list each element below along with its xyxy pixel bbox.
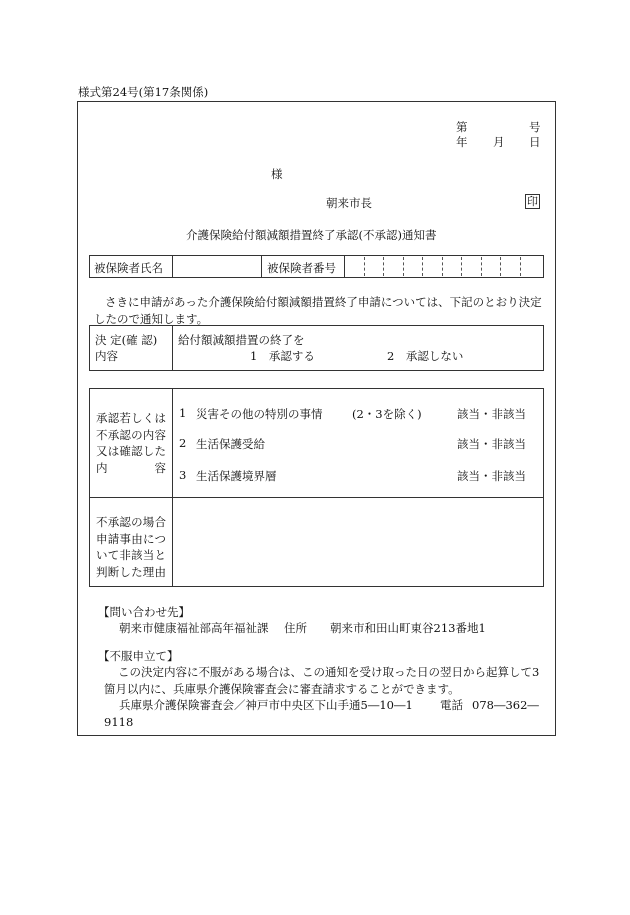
inquiry-address: 朝来市和田山町東谷213番地1 bbox=[330, 621, 486, 635]
decision-option-reject: 2 承認しない bbox=[387, 349, 464, 363]
reasons-row-divider bbox=[89, 497, 544, 498]
insured-name-label: 被保険者氏名 bbox=[94, 261, 163, 275]
number-dai: 第 bbox=[456, 120, 468, 134]
digit-separator bbox=[481, 257, 482, 276]
decision-label-1: 決 定(確 認) bbox=[95, 333, 158, 347]
inquiry-department: 朝来市健康福祉部高年福祉課 bbox=[119, 621, 269, 635]
reason-2-num: 2 bbox=[179, 436, 187, 450]
form-number: 様式第24号(第17条関係) bbox=[78, 85, 209, 99]
decision-option-approve: 1 承認する bbox=[250, 349, 315, 363]
intro-paragraph: さきに申請があった介護保険給付額減額措置終了申請については、下記のとおり決定したので通知します。 bbox=[94, 295, 542, 326]
digit-separator bbox=[383, 257, 384, 276]
seal-stamp-box: 印 bbox=[527, 195, 538, 208]
inquiry-heading: 【問い合わせ先】 bbox=[98, 605, 190, 619]
document-title: 介護保険給付額減額措置終了承認(不承認)通知書 bbox=[186, 228, 437, 242]
insured-divider-3 bbox=[344, 255, 345, 278]
reason-1-text: 災害その他の特別の事情 bbox=[196, 407, 323, 421]
recipient-sama: 様 bbox=[271, 167, 283, 181]
date-month: 月 bbox=[493, 135, 505, 149]
appeal-phone: 078―362―9118 bbox=[104, 698, 539, 729]
reasons-divider bbox=[172, 388, 173, 587]
appeal-heading: 【不服申立て】 bbox=[98, 649, 179, 663]
reason-1-num: 1 bbox=[179, 406, 187, 420]
digit-separator bbox=[403, 257, 404, 276]
rejection-label: 不承認の場合申請事由について非該当と判断した理由 bbox=[96, 515, 166, 579]
insured-divider-1 bbox=[172, 255, 173, 278]
insured-number-label: 被保険者番号 bbox=[267, 261, 336, 275]
decision-label-2: 内容 bbox=[95, 349, 118, 363]
reason-2-status: 該当・非該当 bbox=[457, 437, 526, 451]
appeal-text: この決定内容に不服がある場合は、この通知を受け取った日の翌日から起算して3箇月以内に、兵庫県介護保険審査会に審査請求することができます。 bbox=[104, 665, 540, 696]
digit-separator bbox=[422, 257, 423, 276]
reason-1-status: 該当・非該当 bbox=[457, 407, 526, 421]
issuer-name: 朝来市長 bbox=[326, 196, 372, 210]
reason-3-text: 生活保護境界層 bbox=[196, 469, 277, 483]
digit-separator bbox=[461, 257, 462, 276]
inquiry-address-label: 住所 bbox=[284, 621, 307, 635]
number-go: 号 bbox=[529, 120, 541, 134]
digit-separator bbox=[520, 257, 521, 276]
reason-3-num: 3 bbox=[179, 468, 187, 482]
appeal-phone-label: 電話 bbox=[440, 698, 463, 712]
digit-separator bbox=[442, 257, 443, 276]
digit-separator bbox=[500, 257, 501, 276]
reason-3-status: 該当・非該当 bbox=[457, 469, 526, 483]
reason-2-text: 生活保護受給 bbox=[196, 437, 265, 451]
reason-1-note: (2・3を除く) bbox=[352, 407, 422, 421]
decision-text: 給付額減額措置の終了を bbox=[178, 333, 305, 347]
decision-divider bbox=[172, 325, 173, 371]
insured-divider-2 bbox=[261, 255, 262, 278]
date-year: 年 bbox=[456, 135, 468, 149]
reasons-label: 承認若しくは不承認の内容又は確認した内容 bbox=[96, 411, 166, 475]
digit-separator bbox=[364, 257, 365, 276]
appeal-contact: 兵庫県介護保険審査会／神戸市中央区下山手通5―10―1 bbox=[119, 698, 413, 712]
date-day: 日 bbox=[529, 135, 541, 149]
